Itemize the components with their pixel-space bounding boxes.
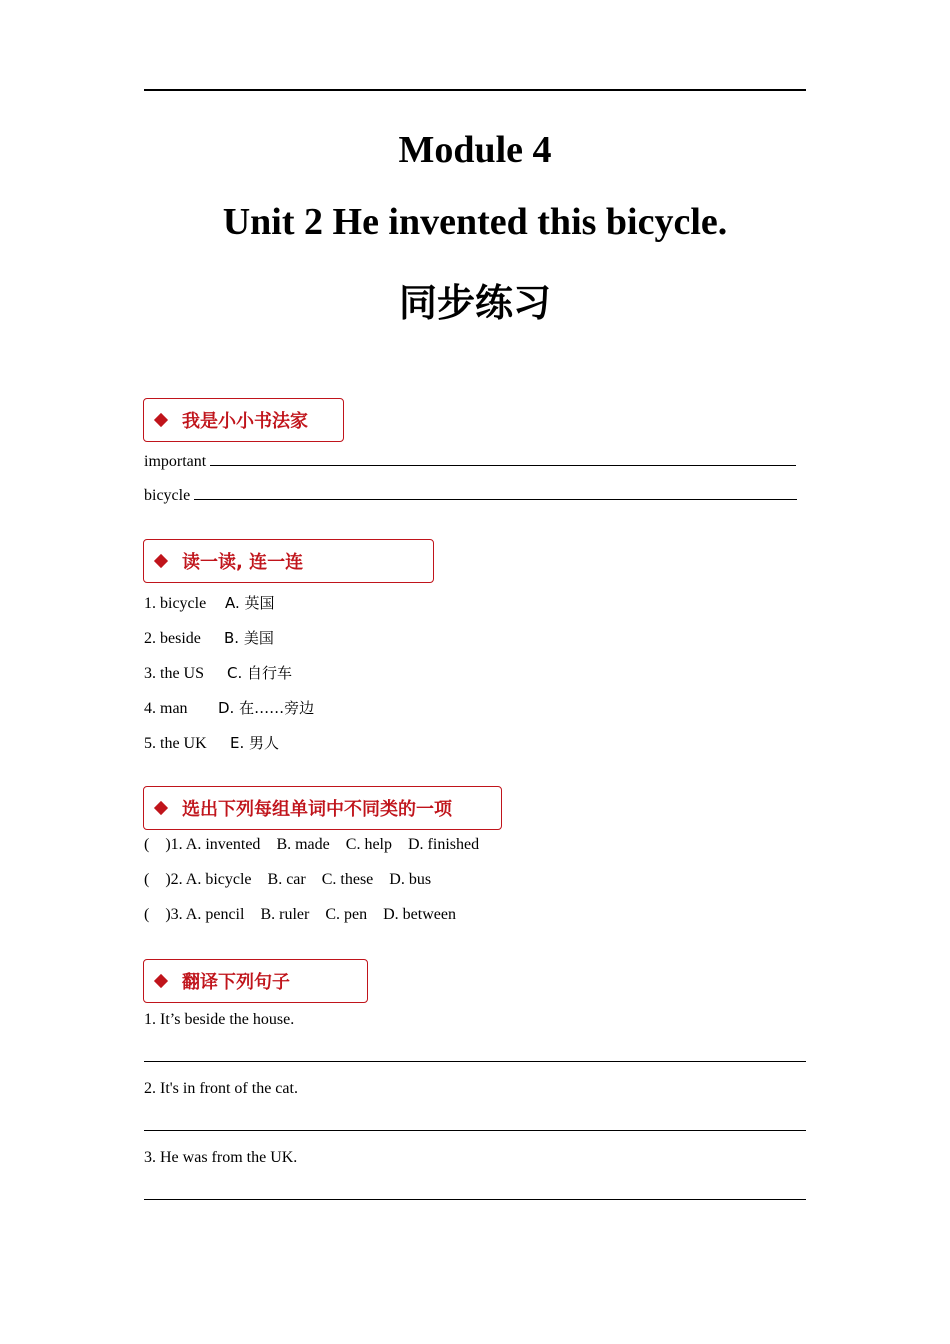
match-row [144,662,292,683]
match-left: 5. the UK [144,735,207,752]
section-title: 选出下列每组单词中不同类的一项 [182,799,452,820]
diamond-icon [154,413,168,427]
option: B. car [267,871,306,888]
word-label: bicycle [144,487,191,504]
module-title: Module 4 [398,129,552,171]
match-left: 4. man [144,700,188,717]
top-rule [144,89,806,91]
option: C. these [321,871,374,888]
copy-line-important [144,451,796,471]
match-right: E. 男人 [230,734,280,752]
choice-row [144,836,479,854]
choice-row [144,906,456,924]
option: C. pen [325,906,368,923]
word-label: important [144,453,207,470]
match-right: D. 在……旁边 [218,699,315,717]
writing-blank[interactable] [210,451,796,466]
diamond-icon [154,554,168,568]
unit-title: Unit 2 He invented this bicycle. [222,201,728,243]
option: B. made [276,836,330,853]
option: B. ruler [260,906,310,923]
match-left: 1. bicycle [144,595,207,612]
sentence: 2. It's in front of the cat. [144,1080,298,1097]
option: A. pencil [185,906,245,923]
section-title: 翻译下列句子 [182,972,290,993]
answer-bracket[interactable]: ( )1. [144,836,183,853]
match-left: 3. the US [144,665,204,682]
section-header-translate [143,959,368,1003]
option: D. between [383,906,456,923]
option: A. invented [185,836,261,853]
answer-bracket[interactable]: ( )2. [144,871,183,888]
match-row [144,627,274,648]
option: A. bicycle [185,871,252,888]
diamond-icon [154,801,168,815]
writing-blank[interactable] [194,485,797,500]
answer-bracket[interactable]: ( )3. [144,906,183,923]
option: C. help [345,836,392,853]
match-row [144,732,279,753]
section-title: 我是小小书法家 [182,411,308,432]
sentence: 3. He was from the UK. [144,1149,298,1166]
match-left: 2. beside [144,630,201,647]
section-title: 读一读, 连一连 [182,552,304,573]
answer-line[interactable] [144,1061,806,1062]
match-right: A. 英国 [225,594,275,612]
copy-line-bicycle [144,485,797,505]
exercise-title: 同步练习 [398,281,551,325]
match-right: C. 自行车 [227,664,293,682]
sentence: 1. It’s beside the house. [144,1011,295,1028]
option: D. bus [389,871,432,888]
match-row [144,592,275,613]
answer-line[interactable] [144,1199,806,1200]
section-header-matching [143,539,434,583]
match-row [144,697,314,718]
match-right: B. 美国 [224,629,274,647]
choice-row [144,871,431,889]
answer-line[interactable] [144,1130,806,1131]
section-header-calligraphy [143,398,344,442]
section-header-odd-one-out [143,786,502,830]
diamond-icon [154,974,168,988]
option: D. finished [407,836,480,853]
